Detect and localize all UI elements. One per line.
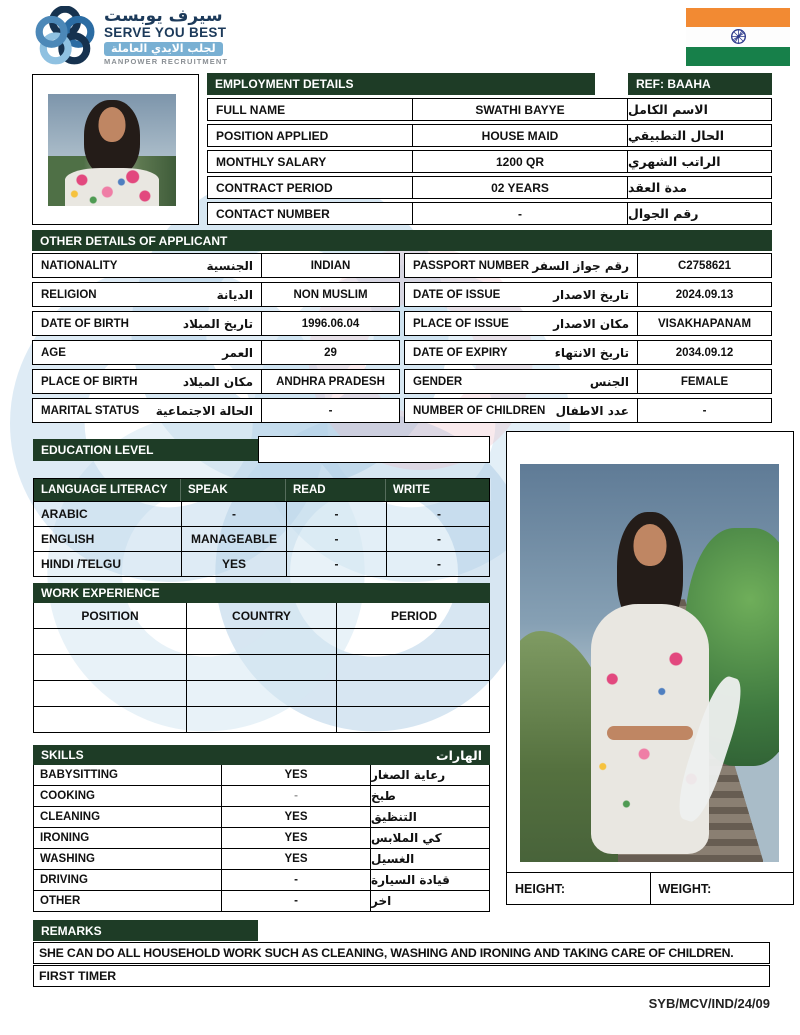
height-field: HEIGHT: — [515, 881, 565, 896]
skills-header — [33, 745, 490, 765]
column-header: SPEAK — [181, 479, 286, 501]
field-label: PLACE OF BIRTH — [41, 375, 138, 388]
portrait-dress — [65, 168, 159, 206]
remarks-line-2: FIRST TIMER — [33, 965, 770, 987]
skill-name-arabic: قيادة السيارة — [371, 873, 450, 887]
portrait-face — [99, 107, 126, 142]
field-label: NUMBER OF CHILDREN — [413, 404, 546, 417]
skill-name: BABYSITTING — [40, 769, 118, 781]
field-label-arabic: العمر — [222, 345, 253, 360]
field-value: 2024.09.13 — [638, 282, 772, 307]
applicant-photo-box — [32, 74, 199, 225]
field-label-arabic: مكان الاصدار — [553, 316, 629, 331]
table-row — [34, 785, 489, 806]
agency-name-arabic: سيرف يوبست — [104, 6, 223, 27]
field-label-arabic: الديانة — [216, 287, 253, 302]
write-value: - — [386, 502, 491, 526]
table-row — [207, 176, 772, 199]
table-row — [404, 253, 772, 278]
field-value: - — [638, 398, 772, 423]
skill-value: YES — [221, 807, 371, 827]
field-label-arabic: الراتب الشهري — [628, 150, 772, 173]
table-row — [34, 551, 489, 576]
field-value: INDIAN — [262, 253, 400, 278]
field-label-arabic: الجنسية — [206, 258, 253, 273]
skill-name: WASHING — [40, 853, 95, 865]
remarks-line-1: SHE CAN DO ALL HOUSEHOLD WORK SUCH AS CLEANING, WASHING AND IRONING AND TAKING CARE OF CHILDREN. — [33, 942, 770, 964]
table-row — [32, 253, 400, 278]
other-details-section — [32, 230, 772, 418]
field-label-arabic: مكان الميلاد — [182, 374, 253, 389]
language-literacy-header-row — [34, 479, 489, 501]
flag-green-stripe — [686, 47, 790, 66]
skill-value: YES — [221, 849, 371, 869]
read-value: - — [286, 502, 386, 526]
table-row — [404, 369, 772, 394]
table-row — [207, 202, 772, 225]
field-value: C2758621 — [638, 253, 772, 278]
field-label-arabic: الحالة الاجتماعية — [155, 403, 253, 418]
table-row — [34, 628, 489, 654]
field-value: - — [262, 398, 400, 423]
employment-details-header: EMPLOYMENT DETAILS — [207, 73, 595, 95]
field-label-arabic: الجنس — [589, 374, 629, 389]
table-row — [34, 869, 489, 890]
education-level-value — [258, 436, 490, 463]
field-label: CONTRACT PERIOD — [207, 176, 412, 199]
agency-tagline-english: MANPOWER RECRUITMENT — [104, 56, 229, 66]
field-value: - — [412, 202, 628, 225]
language-name: HINDI /TELGU — [41, 557, 121, 571]
speak-value: - — [181, 502, 286, 526]
skill-name-arabic: طبخ — [371, 789, 396, 803]
agency-name-english: SERVE YOU BEST — [104, 25, 227, 41]
column-header: POSITION — [81, 608, 139, 623]
skill-name: COOKING — [40, 790, 95, 802]
speak-value: YES — [181, 552, 286, 576]
skill-name-arabic: رعاية الصغار — [371, 768, 446, 782]
skill-name: CLEANING — [40, 811, 101, 823]
agency-logo — [34, 6, 228, 68]
work-experience-table — [33, 603, 490, 733]
table-row — [207, 150, 772, 173]
table-row — [404, 282, 772, 307]
field-label: DATE OF EXPIRY — [413, 346, 508, 359]
skill-value: YES — [221, 765, 371, 785]
write-value: - — [386, 527, 491, 551]
field-value: VISAKHAPANAM — [638, 311, 772, 336]
field-label: PLACE OF ISSUE — [413, 317, 509, 330]
table-row — [32, 369, 400, 394]
figure-arms — [607, 726, 693, 740]
table-row — [34, 706, 489, 732]
table-row — [404, 311, 772, 336]
language-name: ARABIC — [41, 507, 88, 521]
field-label: CONTACT NUMBER — [207, 202, 412, 225]
column-header: PERIOD — [336, 603, 491, 628]
applicant-full-body-photo — [520, 464, 779, 862]
skills-title: SKILLS — [41, 748, 84, 762]
table-row — [404, 340, 772, 365]
full-body-photo-frame — [506, 431, 794, 905]
field-label: NATIONALITY — [41, 259, 118, 272]
other-details-header: OTHER DETAILS OF APPLICANT — [32, 230, 772, 251]
field-value: 2034.09.12 — [638, 340, 772, 365]
field-label: GENDER — [413, 375, 463, 388]
field-label: POSITION APPLIED — [207, 124, 412, 147]
work-experience-header: WORK EXPERIENCE — [33, 583, 490, 603]
skill-name-arabic: الغسيل — [371, 852, 415, 866]
education-level-header: EDUCATION LEVEL — [33, 439, 258, 461]
field-label-arabic: الاسم الكامل — [628, 98, 772, 121]
flag-saffron-stripe — [686, 8, 790, 27]
table-row — [404, 398, 772, 423]
field-label: PASSPORT NUMBER — [413, 259, 530, 272]
field-value: 02 YEARS — [412, 176, 628, 199]
field-label-arabic: تاريخ الميلاد — [182, 316, 253, 331]
skill-value: - — [221, 786, 371, 806]
field-label-arabic: الحال التطبيقي — [628, 124, 772, 147]
language-name: ENGLISH — [41, 532, 95, 546]
column-header: READ — [286, 479, 386, 501]
skills-table — [33, 765, 490, 912]
india-flag-icon — [686, 8, 790, 66]
field-label: AGE — [41, 346, 66, 359]
column-header: COUNTRY — [186, 603, 336, 628]
document-ref-code: SYB/MCV/IND/24/09 — [648, 996, 770, 1011]
table-row — [34, 526, 489, 551]
skill-value: YES — [221, 828, 371, 848]
table-row — [34, 848, 489, 869]
skill-value: - — [221, 870, 371, 890]
ashoka-chakra-icon — [730, 28, 747, 45]
table-row — [32, 282, 400, 307]
skill-value: - — [221, 891, 371, 911]
skill-name: IRONING — [40, 832, 90, 844]
agency-tagline-arabic: لجلب الايدي العاملة — [104, 42, 223, 56]
skill-name: DRIVING — [40, 874, 88, 886]
table-row — [34, 501, 489, 526]
field-label: DATE OF BIRTH — [41, 317, 129, 330]
remarks-header: REMARKS — [33, 920, 258, 941]
ref-code-badge: REF: BAAHA — [628, 73, 772, 95]
field-label: RELIGION — [41, 288, 97, 301]
table-row — [32, 340, 400, 365]
table-row — [207, 124, 772, 147]
language-literacy-table — [33, 478, 490, 577]
skill-name-arabic: التنظيق — [371, 810, 417, 824]
read-value: - — [286, 552, 386, 576]
employment-details-section — [207, 73, 772, 225]
weight-field: WEIGHT: — [650, 873, 794, 904]
field-label: MARITAL STATUS — [41, 404, 140, 417]
column-header: LANGUAGE LITERACY — [34, 479, 181, 501]
field-label-arabic: رقم جواز السفر — [532, 258, 629, 273]
field-value: SWATHI BAYYE — [412, 98, 628, 121]
field-label: DATE OF ISSUE — [413, 288, 501, 301]
table-row — [32, 311, 400, 336]
figure-face — [633, 524, 666, 566]
skills-title-arabic: الهارات — [436, 747, 482, 763]
field-value: FEMALE — [638, 369, 772, 394]
field-value: 1200 QR — [412, 150, 628, 173]
field-value: ANDHRA PRADESH — [262, 369, 400, 394]
field-label-arabic: تاريخ الانتهاء — [554, 345, 629, 360]
speak-value: MANAGEABLE — [181, 527, 286, 551]
table-row — [34, 680, 489, 706]
skill-name-arabic: اخر — [371, 894, 392, 908]
applicant-portrait-photo — [48, 94, 176, 206]
skill-name-arabic: كي الملابس — [371, 831, 442, 845]
field-value: HOUSE MAID — [412, 124, 628, 147]
read-value: - — [286, 527, 386, 551]
write-value: - — [386, 552, 491, 576]
field-label: FULL NAME — [207, 98, 412, 121]
table-row — [32, 398, 400, 423]
column-header: WRITE — [386, 479, 491, 501]
field-label-arabic: مدة العقد — [628, 176, 772, 199]
field-label: MONTHLY SALARY — [207, 150, 412, 173]
field-label-arabic: رقم الجوال — [628, 202, 772, 225]
table-row — [34, 806, 489, 827]
field-label-arabic: تاريخ الاصدار — [553, 287, 629, 302]
height-weight-row — [507, 872, 793, 904]
skill-name: OTHER — [40, 895, 81, 907]
table-row — [34, 890, 489, 911]
work-experience-header-row — [34, 603, 489, 628]
table-row — [207, 98, 772, 121]
field-value: 1996.06.04 — [262, 311, 400, 336]
field-label-arabic: عدد الاطفال — [555, 403, 629, 418]
logo-knot-icon — [34, 6, 96, 68]
table-row — [34, 765, 489, 785]
field-value: NON MUSLIM — [262, 282, 400, 307]
table-row — [34, 654, 489, 680]
field-value: 29 — [262, 340, 400, 365]
table-row — [34, 827, 489, 848]
flag-white-stripe — [686, 27, 790, 46]
